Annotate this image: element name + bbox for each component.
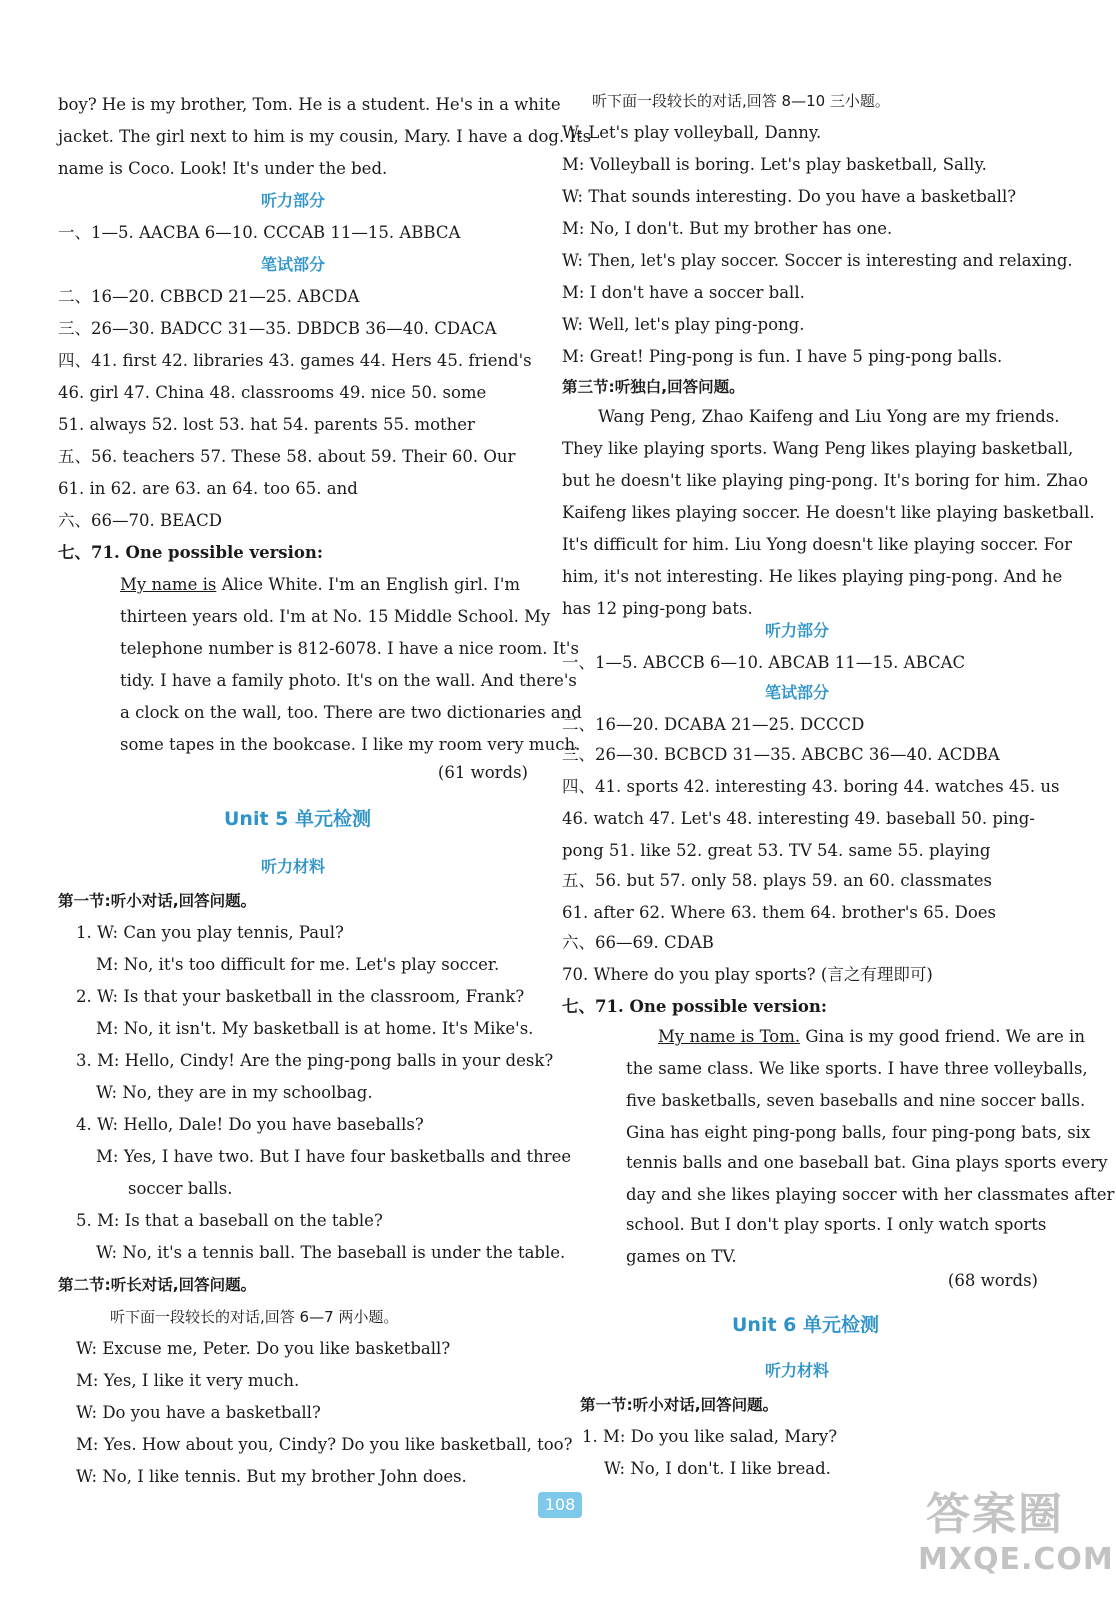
essay-line: day and she likes playing soccer with her classmates after xyxy=(626,1185,1115,1204)
dialogue-line: W: Excuse me, Peter. Do you like basketball? xyxy=(76,1339,451,1358)
essay-text: Gina is my good friend. We are in xyxy=(800,1027,1085,1046)
essay-line: some tapes in the bookcase. I like my room very much. xyxy=(120,735,581,754)
essay-line: thirteen years old. I'm at No. 15 Middle School. My xyxy=(120,607,551,626)
dialogue-line: 1. W: Can you play tennis, Paul? xyxy=(76,923,344,942)
answer-line: 二、16—20. DCABA 21—25. DCCCD xyxy=(562,715,865,734)
dialogue-line: W: No, I don't. I like bread. xyxy=(604,1459,831,1478)
part-heading: 第一节:听小对话,回答问题。 xyxy=(58,892,257,910)
instruction-line: 听下面一段较长的对话,回答 6—7 两小题。 xyxy=(110,1308,399,1326)
essay-opening: My name is Tom. xyxy=(658,1027,801,1046)
dialogue-line: 1. M: Do you like salad, Mary? xyxy=(582,1427,838,1446)
answer-line: 一、1—5. AACBA 6—10. CCCAB 11—15. ABBCA xyxy=(58,223,461,242)
monologue-line: Wang Peng, Zhao Kaifeng and Liu Yong are my friends. xyxy=(598,407,1060,426)
dialogue-line: W: No, they are in my schoolbag. xyxy=(96,1083,373,1102)
essay-label: 七、71. One possible version: xyxy=(562,997,827,1016)
monologue-line: They like playing sports. Wang Peng likes playing basketball, xyxy=(562,439,1074,458)
essay-line: tidy. I have a family photo. It's on the wall. And there's xyxy=(120,671,577,690)
unit-title: Unit 5 单元检测 xyxy=(224,808,371,830)
answer-line: 61. after 62. Where 63. them 64. brother's 65. Does xyxy=(562,903,996,922)
text-line: jacket. The girl next to him is my cousin, Mary. I have a dog. Its xyxy=(58,127,592,146)
dialogue-line: M: No, it isn't. My basketball is at home. It's Mike's. xyxy=(96,1019,534,1038)
answer-line: 三、26—30. BADCC 31—35. DBDCB 36—40. CDACA xyxy=(58,319,497,338)
dialogue-line: W: Let's play volleyball, Danny. xyxy=(562,123,822,142)
essay-line xyxy=(120,574,520,596)
unit-title: Unit 6 单元检测 xyxy=(732,1314,879,1336)
dialogue-line: M: Volleyball is boring. Let's play basketball, Sally. xyxy=(562,155,987,174)
dialogue-line: M: Great! Ping-pong is fun. I have 5 ping-pong balls. xyxy=(562,347,1003,366)
dialogue-line: M: Yes, I have two. But I have four basketballs and three xyxy=(96,1147,572,1166)
answer-line: 五、56. teachers 57. These 58. about 59. Their 60. Our xyxy=(58,447,516,466)
dialogue-line: M: Yes. How about you, Cindy? Do you like basketball, too? xyxy=(76,1435,573,1454)
dialogue-line: M: No, I don't. But my brother has one. xyxy=(562,219,893,238)
essay-line: games on TV. xyxy=(626,1247,737,1266)
watermark-url: MXQE.COM xyxy=(918,1542,1114,1577)
dialogue-line: soccer balls. xyxy=(128,1179,233,1198)
answer-line: 五、56. but 57. only 58. plays 59. an 60. classmates xyxy=(562,871,992,890)
dialogue-line: M: I don't have a soccer ball. xyxy=(562,283,805,302)
essay-line: a clock on the wall, too. There are two dictionaries and xyxy=(120,703,582,722)
monologue-line: him, it's not interesting. He likes playing ping-pong. And he xyxy=(562,567,1063,586)
dialogue-line: W: That sounds interesting. Do you have a basketball? xyxy=(562,187,1017,206)
word-count: (61 words) xyxy=(437,763,528,782)
essay-line xyxy=(658,1026,1085,1048)
answer-line: 46. watch 47. Let's 48. interesting 49. baseball 50. ping- xyxy=(562,809,1035,828)
dialogue-line: W: Do you have a basketball? xyxy=(76,1403,321,1422)
monologue-line: has 12 ping-pong bats. xyxy=(562,599,753,618)
dialogue-line: W: No, I like tennis. But my brother John does. xyxy=(76,1467,467,1486)
word-count: (68 words) xyxy=(947,1271,1038,1290)
monologue-line: Kaifeng likes playing soccer. He doesn't like playing basketball. xyxy=(562,503,1095,522)
instruction-line: 听下面一段较长的对话,回答 8—10 三小题。 xyxy=(592,92,890,110)
monologue-line: but he doesn't like playing ping-pong. It's boring for him. Zhao xyxy=(562,471,1089,490)
dialogue-line: M: Yes, I like it very much. xyxy=(76,1371,300,1390)
dialogue-line: M: No, it's too difficult for me. Let's play soccer. xyxy=(96,955,500,974)
part-heading: 第一节:听小对话,回答问题。 xyxy=(580,1396,779,1414)
answer-line: 一、1—5. ABCCB 6—10. ABCAB 11—15. ABCAC xyxy=(562,653,966,672)
essay-line: the same class. We like sports. I have three volleyballs, xyxy=(626,1059,1088,1078)
dialogue-line: W: Well, let's play ping-pong. xyxy=(562,315,805,334)
answer-line: 二、16—20. CBBCD 21—25. ABCDA xyxy=(58,287,360,306)
section-heading-written: 笔试部分 xyxy=(764,683,829,702)
answer-line: 三、26—30. BCBCD 31—35. ABCBC 36—40. ACDBA xyxy=(562,745,1000,764)
section-heading-listening: 听力部分 xyxy=(764,621,829,640)
dialogue-line: 4. W: Hello, Dale! Do you have baseballs? xyxy=(76,1115,424,1134)
answer-line: 四、41. first 42. libraries 43. games 44. Hers 45. friend's xyxy=(58,351,532,370)
watermark-logo xyxy=(918,1478,1114,1588)
essay-label: 七、71. One possible version: xyxy=(58,543,323,562)
watermark-text: 答案圈 xyxy=(926,1489,1064,1540)
answer-line: 51. always 52. lost 53. hat 54. parents 55. mother xyxy=(58,415,475,434)
essay-line: five basketballs, seven baseballs and nine soccer balls. xyxy=(626,1091,1086,1110)
answer-line: pong 51. like 52. great 53. TV 54. same 55. playing xyxy=(562,841,991,860)
section-heading-listening: 听力部分 xyxy=(260,191,325,210)
dialogue-line: 3. M: Hello, Cindy! Are the ping-pong balls in your desk? xyxy=(76,1051,554,1070)
essay-line: school. But I don't play sports. I only watch sports xyxy=(626,1215,1047,1234)
page-number: 108 xyxy=(538,1492,582,1518)
essay-opening: My name is xyxy=(120,575,217,594)
essay-line: Gina has eight ping-pong balls, four ping-pong bats, six xyxy=(626,1123,1091,1142)
text-line: boy? He is my brother, Tom. He is a student. He's in a white xyxy=(58,95,561,114)
text-line: name is Coco. Look! It's under the bed. xyxy=(58,159,388,178)
answer-line: 四、41. sports 42. interesting 43. boring 44. watches 45. us xyxy=(562,777,1060,796)
answer-line: 六、66—70. BEACD xyxy=(58,511,222,530)
answer-line: 61. in 62. are 63. an 64. too 65. and xyxy=(58,479,358,498)
essay-line: tennis balls and one baseball bat. Gina plays sports every xyxy=(626,1153,1108,1172)
answer-line: 六、66—69. CDAB xyxy=(562,933,714,952)
section-heading-written: 笔试部分 xyxy=(260,255,325,274)
dialogue-line: W: Then, let's play soccer. Soccer is interesting and relaxing. xyxy=(562,251,1073,270)
part-heading: 第三节:听独白,回答问题。 xyxy=(562,378,745,396)
dialogue-line: W: No, it's a tennis ball. The baseball is under the table. xyxy=(96,1243,566,1262)
answer-line: 70. Where do you play sports? (言之有理即可) xyxy=(562,965,933,984)
dialogue-line: 2. W: Is that your basketball in the classroom, Frank? xyxy=(76,987,525,1006)
dialogue-line: 5. M: Is that a baseball on the table? xyxy=(76,1211,383,1230)
part-heading: 第二节:听长对话,回答问题。 xyxy=(58,1276,257,1294)
essay-line: telephone number is 812-6078. I have a nice room. It's xyxy=(120,639,579,658)
monologue-line: It's difficult for him. Liu Yong doesn't like playing soccer. For xyxy=(562,535,1073,554)
section-heading-materials: 听力材料 xyxy=(260,857,325,876)
section-heading-materials: 听力材料 xyxy=(764,1361,829,1380)
answer-line: 46. girl 47. China 48. classrooms 49. nice 50. some xyxy=(58,383,487,402)
essay-text: Alice White. I'm an English girl. I'm xyxy=(216,575,521,594)
